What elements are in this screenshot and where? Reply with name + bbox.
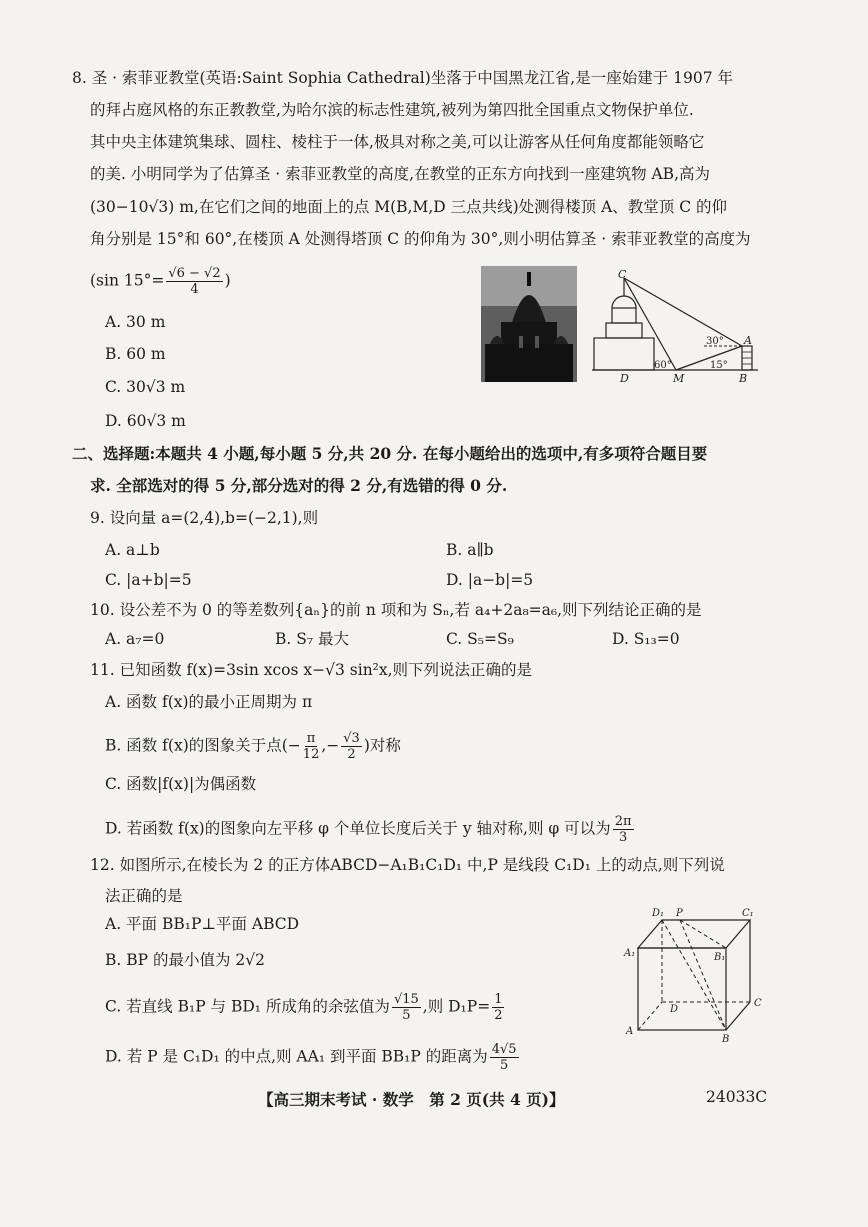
cube-label-d1: D₁ xyxy=(652,908,665,919)
q9-option-b: B. a∥b xyxy=(446,541,494,559)
fig-label-c: C xyxy=(618,268,627,281)
q8-line3: 其中央主体建筑集球、圆柱、棱柱于一体,极具对称之美,可以让游客从任何角度都能领略它 xyxy=(90,133,705,151)
q8-line2: 的拜占庭风格的东正教教堂,为哈尔滨的标志性建筑,被列为第四批全国重点文物保护单位. xyxy=(90,101,694,119)
q11-option-b: B. 函数 f(x)的图象关于点(− $\frac{\pi}{12}$ ,− $\frac{√3}{2}$ )对称 xyxy=(105,731,401,762)
section2-header-line2: 求. 全部选对的得 5 分,部分选对的得 2 分,有选错的得 0 分. xyxy=(90,476,508,495)
q11-option-a: A. 函数 f(x)的最小正周期为 π xyxy=(105,693,313,711)
q12-fraction-1-2: $\frac{1}{2}$ xyxy=(494,992,503,1023)
q10-stem: 10. 设公差不为 0 的等差数列{aₙ}的前 n 项和为 Sₙ,若 a₄+2a₈=a₆,则下列结论正确的是 xyxy=(90,601,702,619)
q8-line6: 角分别是 15°和 60°,在楼顶 A 处测得塔顶 C 的仰角为 30°,则小明估算圣 · 索菲亚教堂的高度为 xyxy=(90,230,751,248)
cathedral-photo xyxy=(481,266,577,382)
fig-label-d: D xyxy=(620,372,629,385)
cube-label-d: D xyxy=(670,1004,679,1015)
q8-option-a: A. 30 m xyxy=(105,313,166,331)
fig-angle-15: 15° xyxy=(710,360,728,371)
q8-option-c: C. 30√3 m xyxy=(105,378,186,396)
section2-header-line1: 二、选择题:本题共 4 小题,每小题 5 分,共 20 分. 在每小题给出的选项中,有多项符合题目要 xyxy=(72,444,708,463)
fig-label-b: B xyxy=(739,372,748,385)
q8-geometry-figure xyxy=(588,266,768,386)
q11-fraction-pi-12: $\frac{\pi}{12}$ xyxy=(302,731,320,762)
q12-cube-figure xyxy=(618,906,768,1046)
q8-hint: (sin 15°= $\frac{√6 - √2}{4}$ ) xyxy=(90,266,231,297)
hint-fraction: $\frac{√6 - √2}{4}$ xyxy=(168,266,221,297)
q12-option-b: B. BP 的最小值为 2√2 xyxy=(105,951,266,969)
q10-option-d: D. S₁₃=0 xyxy=(612,630,680,648)
q11-fraction-2pi-3: $\frac{2\pi}{3}$ xyxy=(614,814,632,845)
q9-option-a: A. a⊥b xyxy=(105,541,160,559)
cube-label-c: C xyxy=(754,998,762,1009)
q8-line5: (30−10√3) m,在它们之间的地面上的点 M(B,M,D 三点共线)处测得楼顶 A、教堂顶 C 的仰 xyxy=(90,198,728,216)
fig-label-m: M xyxy=(673,372,685,385)
q10-option-b: B. S₇ 最大 xyxy=(275,630,350,648)
q8-option-b: B. 60 m xyxy=(105,345,166,363)
q10-option-c: C. S₅=S₉ xyxy=(446,630,514,648)
q12-option-a: A. 平面 BB₁P⊥平面 ABCD xyxy=(105,915,300,933)
cube-label-c1: C₁ xyxy=(742,908,754,919)
q9-option-d: D. |a−b|=5 xyxy=(446,571,534,589)
q9-stem: 9. 设向量 a=(2,4),b=(−2,1),则 xyxy=(90,509,319,527)
q8-line4: 的美. 小明同学为了估算圣 · 索菲亚教堂的高度,在教堂的正东方向找到一座建筑物 AB,高为 xyxy=(90,165,711,183)
cube-label-p: P xyxy=(676,908,683,919)
cube-label-b: B xyxy=(722,1034,730,1045)
q8-line1: 8. 圣 · 索菲亚教堂(英语:Saint Sophia Cathedral)坐落于中国黑龙江省,是一座始建于 1907 年 xyxy=(72,69,733,87)
q12-fraction-4root5-5: $\frac{4√5}{5}$ xyxy=(491,1042,517,1073)
page-footer-title: 【高三期末考试 · 数学 第 2 页(共 4 页)】 xyxy=(258,1090,565,1109)
q10-option-a: A. a₇=0 xyxy=(105,630,165,648)
q12-option-c: C. 若直线 B₁P 与 BD₁ 所成角的余弦值为 $\frac{√15}{5}$ ,则 D₁P= $\frac{1}{2}$ xyxy=(105,992,503,1023)
q11-option-d: D. 若函数 f(x)的图象向左平移 φ 个单位长度后关于 y 轴对称,则 φ 可以为 $\frac{2\pi}{3}$ xyxy=(105,814,632,845)
q8-option-d: D. 60√3 m xyxy=(105,412,186,430)
q11-stem: 11. 已知函数 f(x)=3sin xcos x−√3 sin²x,则下列说法正确的是 xyxy=(90,661,533,679)
fig-angle-30: 30° xyxy=(706,336,724,347)
q11-option-c: C. 函数|f(x)|为偶函数 xyxy=(105,775,257,793)
cube-label-a: A xyxy=(626,1026,634,1037)
fig-label-a: A xyxy=(744,334,752,347)
q12-line1: 12. 如图所示,在棱长为 2 的正方体ABCD−A₁B₁C₁D₁ 中,P 是线段 C₁D₁ 上的动点,则下列说 xyxy=(90,856,725,874)
cube-label-a1: A₁ xyxy=(624,948,636,959)
q12-line2: 法正确的是 xyxy=(105,887,183,905)
fig-angle-60: 60° xyxy=(654,360,672,371)
q9-option-c: C. |a+b|=5 xyxy=(105,571,192,589)
cube-label-b1: B₁ xyxy=(714,952,726,963)
q12-fraction-root15-5: $\frac{√15}{5}$ xyxy=(393,992,419,1023)
page-footer-code: 24033C xyxy=(706,1088,768,1106)
q11-fraction-root3-2: $\frac{√3}{2}$ xyxy=(343,731,360,762)
q12-option-d: D. 若 P 是 C₁D₁ 的中点,则 AA₁ 到平面 BB₁P 的距离为 $\frac{4√5}{5}$ xyxy=(105,1042,517,1073)
